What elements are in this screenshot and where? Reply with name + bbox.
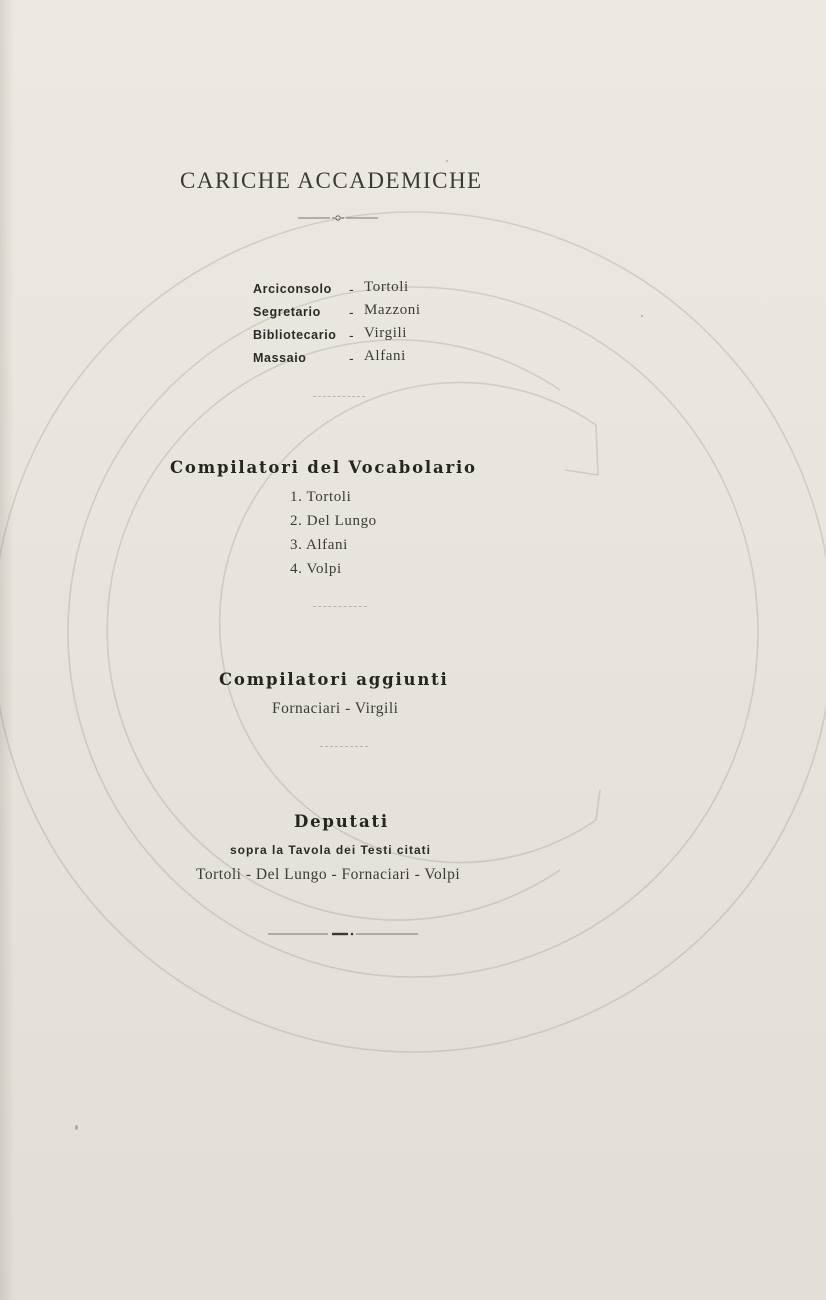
office-name-segretario: Mazzoni [364, 302, 421, 318]
office-label-bibliotecario: Bibliotecario [253, 328, 337, 342]
office-name-bibliotecario: Virgili [364, 325, 408, 341]
office-label-arciconsolo: Arciconsolo [253, 282, 332, 296]
office-dash: - [349, 327, 354, 343]
section-divider [313, 396, 365, 397]
deputati-names: Tortoli - Del Lungo - Fornaciari - Volpi [196, 866, 461, 883]
section-divider [320, 746, 368, 747]
aggiunti-heading: Compilatori aggiunti [219, 670, 449, 689]
closing-ornament [268, 928, 418, 940]
page-title: CARICHE ACCADEMICHE [180, 168, 483, 193]
paper-speck [75, 1125, 78, 1130]
list-item: 1. Tortoli [290, 489, 352, 505]
deputati-subheading: sopra la Tavola dei Testi citati [230, 843, 431, 857]
vocabolario-heading: Compilatori del Vocabolario [170, 458, 477, 477]
section-divider [313, 606, 367, 607]
deputati-heading: Deputati [294, 812, 389, 831]
aggiunti-names: Fornaciari - Virgili [272, 700, 399, 717]
paper-speck [641, 315, 643, 317]
office-dash: - [349, 304, 354, 320]
office-name-massaio: Alfani [364, 348, 406, 364]
office-name-arciconsolo: Tortoli [364, 279, 409, 295]
list-item: 3. Alfani [290, 537, 348, 553]
list-item: 4. Volpi [290, 561, 342, 577]
office-dash: - [349, 281, 354, 297]
paper-speck [446, 160, 448, 162]
page-edge-shadow [0, 0, 14, 1300]
office-dash: - [349, 350, 354, 366]
office-label-massaio: Massaio [253, 351, 307, 365]
list-item: 2. Del Lungo [290, 513, 377, 529]
office-label-segretario: Segretario [253, 305, 321, 319]
title-ornament [298, 212, 378, 224]
